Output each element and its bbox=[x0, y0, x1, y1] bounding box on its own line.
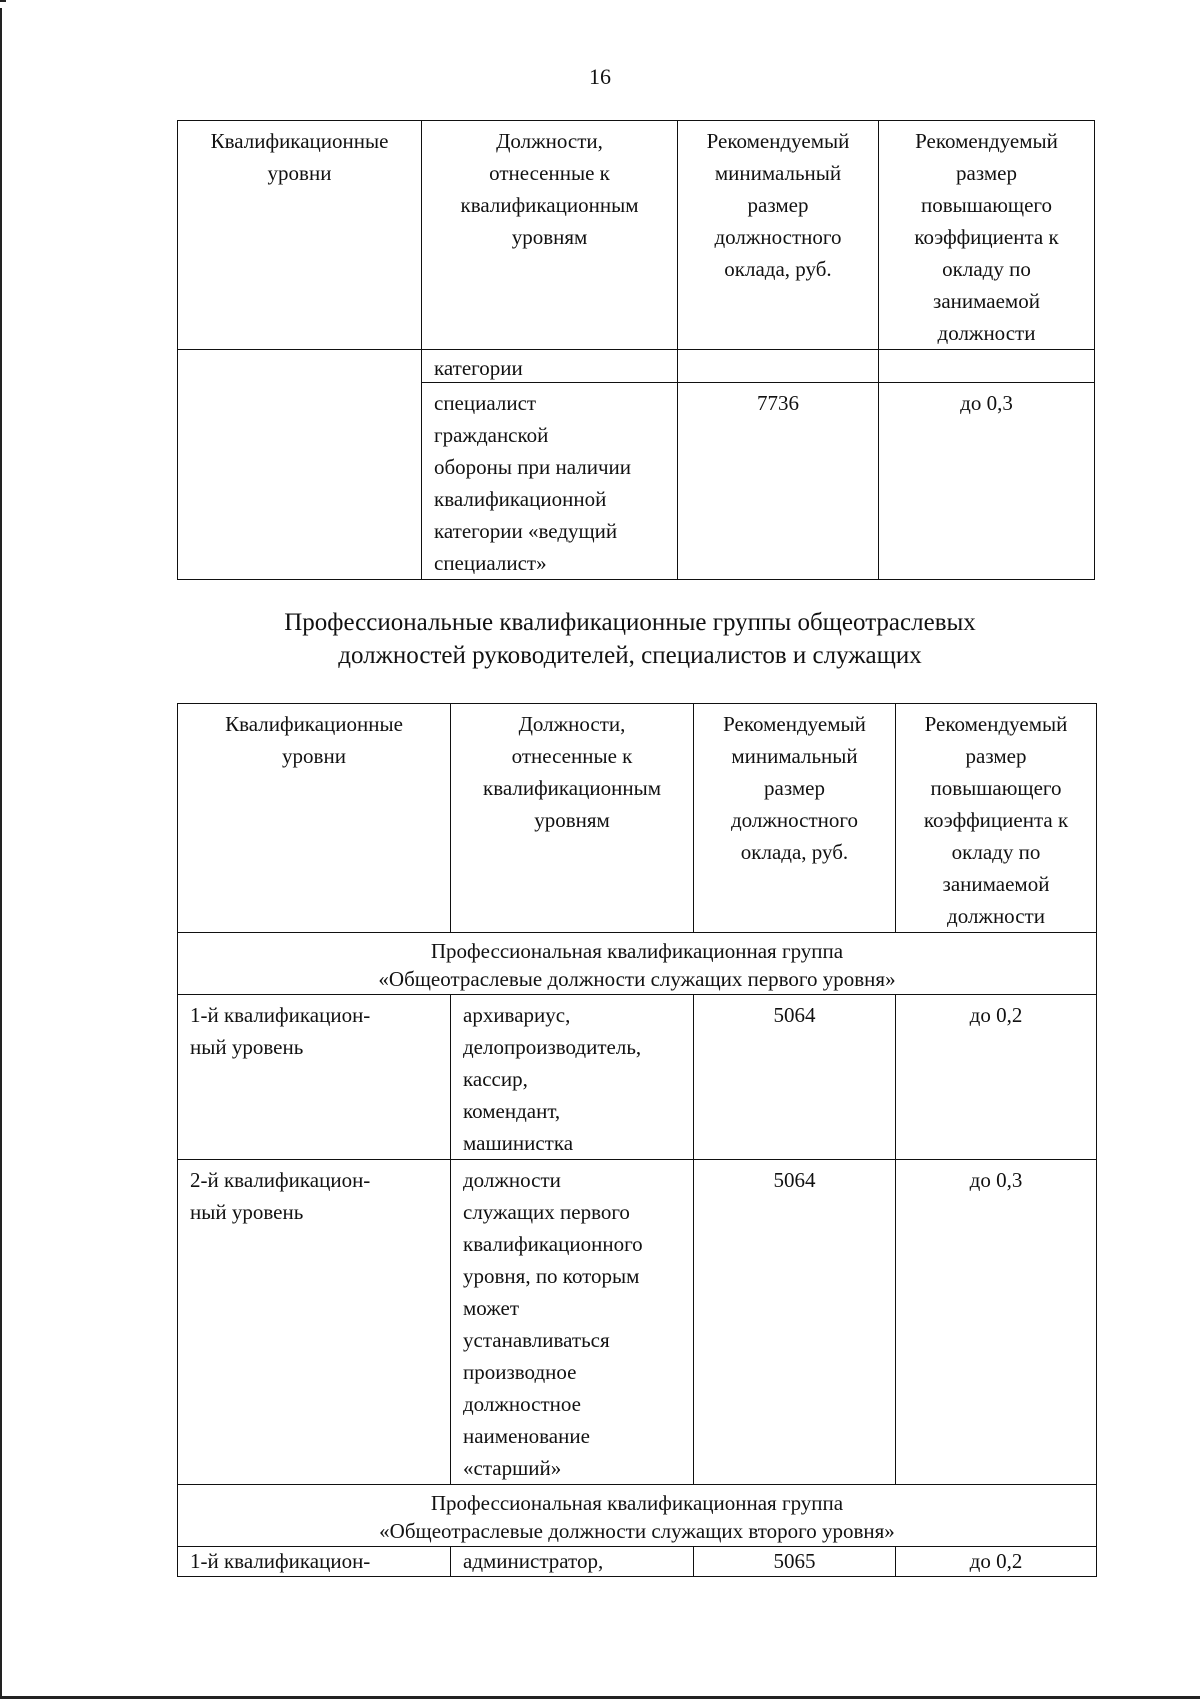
group-title-row bbox=[178, 1485, 1097, 1547]
salary-table-continued bbox=[177, 120, 1095, 580]
coefficient-cell-empty bbox=[879, 350, 1095, 383]
header-coefficient: Рекомендуемый размер повышающего коэффициента к окладу по занимаемой должности bbox=[879, 121, 1095, 350]
coefficient-cell: до 0,3 bbox=[896, 1160, 1097, 1485]
page-edge-top bbox=[0, 0, 6, 2]
header-coefficient: Рекомендуемый размер повышающего коэффициента к окладу по занимаемой должности bbox=[896, 704, 1097, 933]
coefficient-cell: до 0,2 bbox=[896, 995, 1097, 1160]
level-cell-empty bbox=[178, 350, 422, 580]
page-edge-bottom bbox=[0, 1696, 1200, 1699]
group-title: Профессиональная квалификационная группа «Общеотраслевые должности служащих первого уровня» bbox=[178, 933, 1097, 995]
header-qualification-levels: Квалификационные уровни bbox=[178, 704, 451, 933]
salary-cell-empty bbox=[678, 350, 879, 383]
level-cell: 1-й квалификацион- ный уровень bbox=[178, 995, 451, 1160]
position-cell: специалист гражданской обороны при наличии квалификационной категории «ведущий специалист» bbox=[422, 383, 678, 580]
group-title-row bbox=[178, 933, 1097, 995]
salary-cell: 7736 bbox=[678, 383, 879, 580]
page-number: 16 bbox=[589, 64, 611, 89]
table-row bbox=[178, 350, 1095, 383]
table-header-row bbox=[178, 704, 1097, 933]
header-min-salary: Рекомендуемый минимальный размер должностного оклада, руб. bbox=[694, 704, 896, 933]
table-row bbox=[178, 1547, 1097, 1577]
salary-cell: 5064 bbox=[694, 1160, 896, 1485]
continuation-text: категории bbox=[434, 356, 523, 380]
coefficient-cell: до 0,3 bbox=[879, 383, 1095, 580]
level-cell: 1-й квалификацион- bbox=[178, 1547, 451, 1577]
group-title: Профессиональная квалификационная группа «Общеотраслевые должности служащих второго уровня» bbox=[178, 1485, 1097, 1547]
page-edge-left bbox=[0, 8, 2, 1698]
salary-cell: 5065 bbox=[694, 1547, 896, 1577]
header-qualification-levels: Квалификационные уровни bbox=[178, 121, 422, 350]
table-header-row bbox=[178, 121, 1095, 350]
position-cell: архивариус, делопроизводитель, кассир, комендант, машинистка bbox=[451, 995, 694, 1160]
header-min-salary: Рекомендуемый минимальный размер должностного оклада, руб. bbox=[678, 121, 879, 350]
position-cell: должности служащих первого квалификационного уровня, по которым может устанавливаться производное должностное наименование «старший» bbox=[451, 1160, 694, 1485]
position-cell: администратор, bbox=[451, 1547, 694, 1577]
header-positions: Должности, отнесенные к квалификационным уровням bbox=[451, 704, 694, 933]
position-cell bbox=[422, 350, 678, 383]
table-row bbox=[178, 1160, 1097, 1485]
header-positions: Должности, отнесенные к квалификационным уровням bbox=[422, 121, 678, 350]
salary-cell: 5064 bbox=[694, 995, 896, 1160]
level-cell: 2-й квалификацион- ный уровень bbox=[178, 1160, 451, 1485]
salary-table-general-positions bbox=[177, 703, 1097, 1577]
coefficient-cell: до 0,2 bbox=[896, 1547, 1097, 1577]
section-heading: Профессиональные квалификационные группы общеотраслевых должностей руководителей, специалистов и служащих bbox=[284, 609, 976, 669]
table-row bbox=[178, 995, 1097, 1160]
